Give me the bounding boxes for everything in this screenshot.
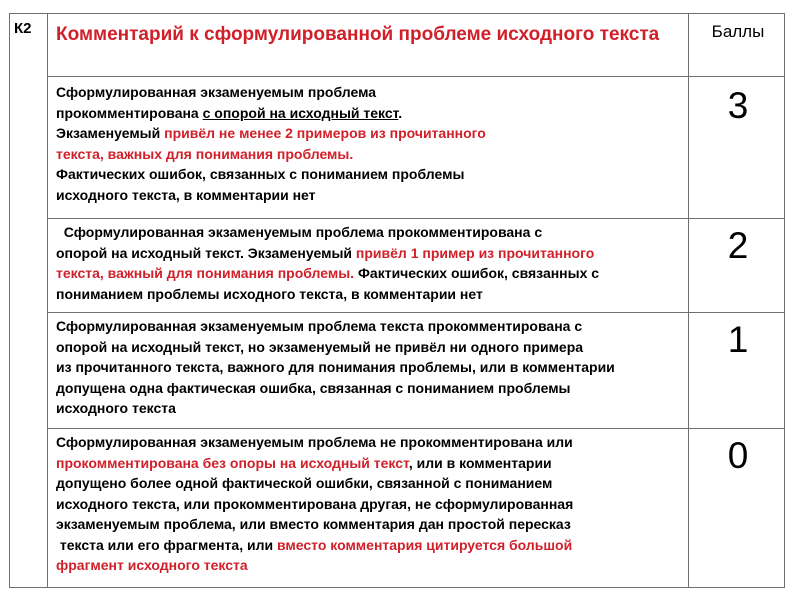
table-title: Комментарий к сформулированной проблеме исходного текста (56, 24, 660, 45)
criterion-line (56, 103, 686, 124)
row-divider (47, 312, 785, 313)
criterion-line (56, 243, 686, 264)
criterion-line (56, 432, 686, 453)
criterion-text: Фактических ошибок, связанных с (354, 265, 600, 281)
highlighted-text: прокомментирована без опоры на исходный текст (56, 454, 409, 471)
criterion-text: Сформулированная экзаменуемым проблема текста прокомментирована с (56, 318, 583, 334)
criterion-line (56, 185, 686, 206)
criterion-line (56, 453, 686, 474)
criterion-line (56, 398, 686, 419)
criterion-text: исходного текста, в комментарии нет (56, 186, 316, 203)
highlighted-text: вместо комментария цитируется большой (276, 536, 573, 553)
criterion-text: исходного текста, или прокомментирована другая, не сформулированная (56, 495, 574, 512)
criterion-line (56, 535, 686, 556)
score-header: Баллы (711, 22, 765, 41)
criterion-line (56, 337, 686, 358)
score-value-0: 0 (727, 435, 749, 476)
criterion-line (56, 494, 686, 515)
criterion-text: Сформулированная экзаменуемым проблема прокомментирована с (56, 224, 543, 240)
score-value-1: 1 (727, 319, 749, 360)
highlighted-text: привёл не менее 2 примеров из прочитанного (164, 125, 486, 141)
column-divider-code (47, 13, 48, 588)
row-divider (47, 428, 785, 429)
criterion-line (56, 82, 686, 103)
criterion-text: Экзаменуемый (56, 125, 165, 141)
criterion-line (56, 378, 686, 399)
score-value-3: 3 (727, 85, 749, 126)
criterion-text: Фактических ошибок, связанных с пониманием проблемы (56, 166, 465, 182)
criterion-text: , или в комментарии (408, 454, 552, 471)
column-divider-score (688, 13, 689, 588)
highlighted-text: текста, важный для понимания проблемы. (56, 265, 355, 281)
criterion-text: опорой на исходный текст, но экзаменуемый не привёл ни одного примера (56, 338, 584, 355)
criterion-line (56, 222, 686, 243)
criterion-line (56, 316, 686, 337)
criterion-text-score-2 (56, 222, 686, 304)
criterion-line (56, 123, 686, 144)
criterion-text: прокомментирована (56, 104, 203, 121)
criterion-text-score-0 (56, 432, 686, 576)
criterion-text: исходного текста (56, 400, 176, 416)
criterion-line (56, 473, 686, 494)
row-divider (47, 76, 785, 77)
highlighted-text: фрагмент исходного текста (56, 557, 248, 573)
criterion-text: допущена одна фактическая ошибка, связанная с пониманием проблемы (56, 379, 571, 396)
criterion-text: пониманием проблемы исходного текста, в комментарии нет (56, 285, 483, 302)
row-divider (47, 218, 785, 219)
criterion-text-score-1 (56, 316, 686, 419)
criterion-text: опорой на исходный текст. Экзаменуемый (56, 244, 356, 261)
criterion-code: К2 (14, 20, 32, 37)
underlined-text: с опорой на исходный текст (202, 104, 399, 121)
criterion-text: допущено более одной фактической ошибки, связанной с пониманием (56, 475, 553, 491)
criterion-line (56, 514, 686, 535)
criterion-line (56, 284, 686, 305)
criterion-line (56, 263, 686, 284)
criterion-text: экзаменуемым проблема, или вместо комментария дан простой пересказ (56, 516, 571, 532)
criterion-text: Сформулированная экзаменуемым проблема не прокомментирована или (56, 434, 573, 450)
criterion-line (56, 357, 686, 378)
criterion-line (56, 555, 686, 576)
criterion-line (56, 144, 686, 165)
criterion-text: из прочитанного текста, важного для понимания проблемы, или в комментарии (56, 359, 615, 375)
criterion-text: текста или его фрагмента, или (56, 536, 277, 553)
criterion-text: Сформулированная экзаменуемым проблема (56, 84, 377, 100)
highlighted-text: текста, важных для понимания проблемы. (56, 145, 354, 162)
score-value-2: 2 (727, 225, 749, 266)
criterion-text-score-3 (56, 82, 686, 205)
criterion-line (56, 164, 686, 185)
highlighted-text: привёл 1 пример из прочитанного (355, 244, 595, 261)
criterion-text: . (398, 104, 403, 121)
